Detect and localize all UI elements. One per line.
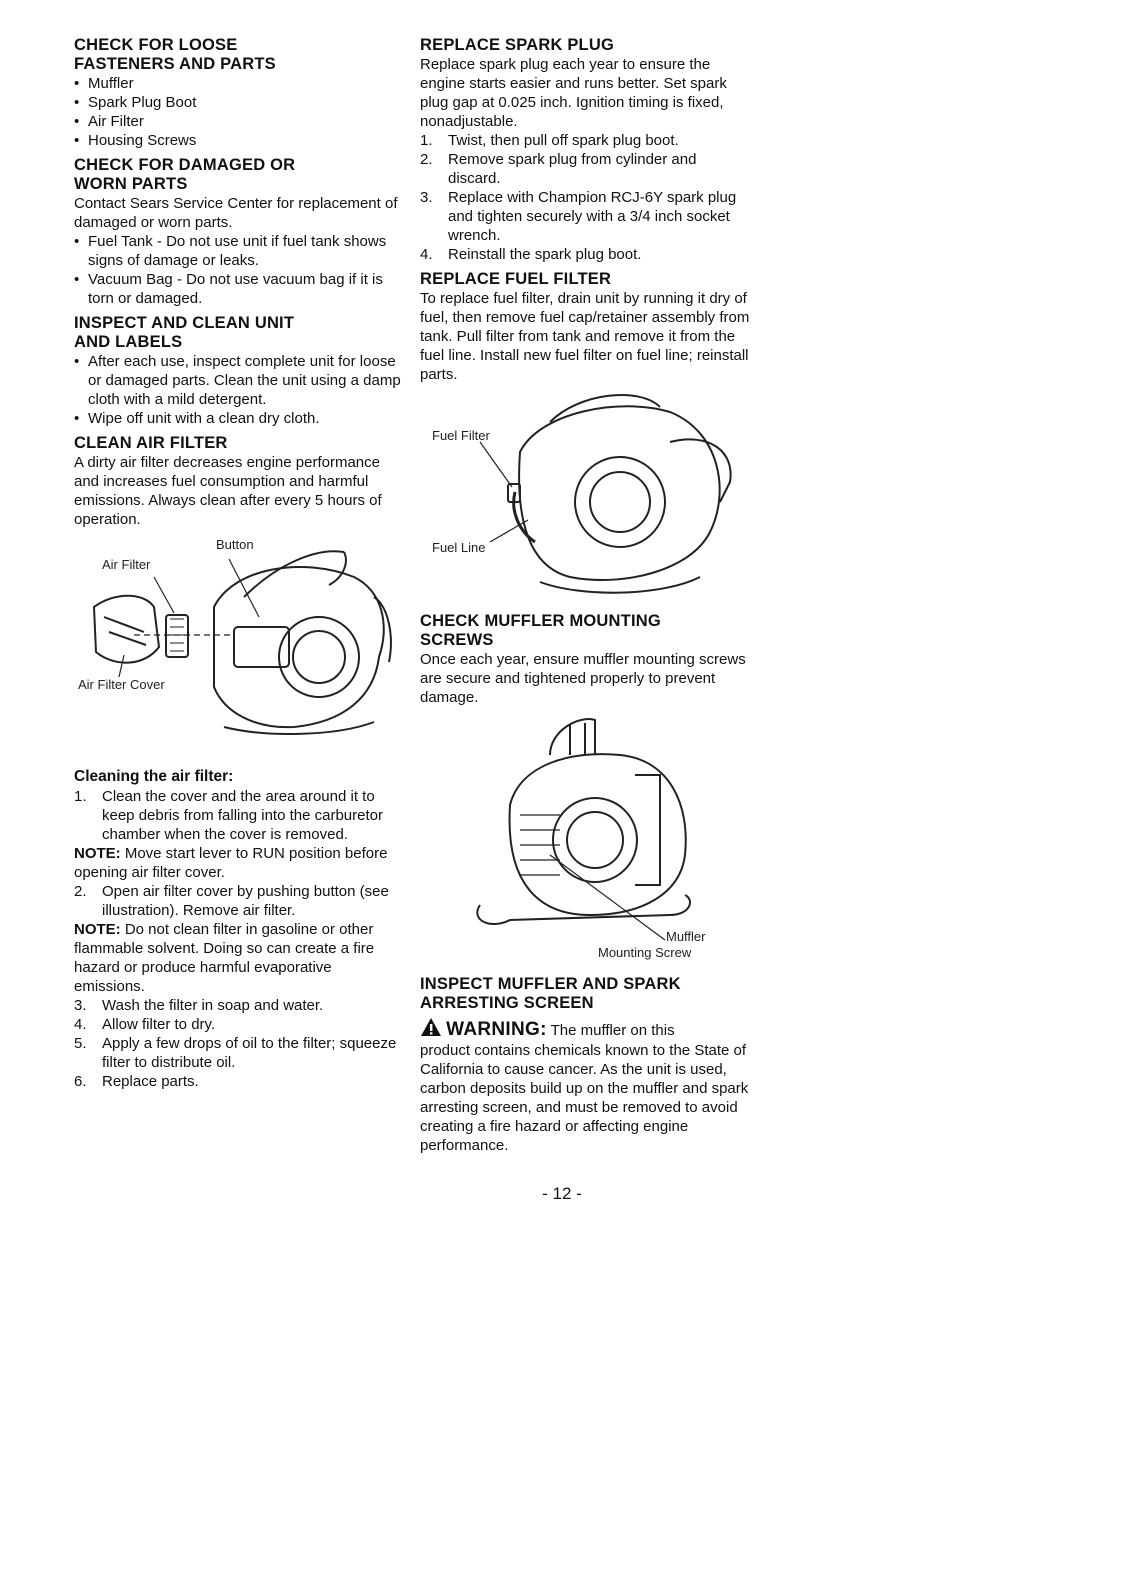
step-text: Remove spark plug from cylinder and discard.	[448, 151, 697, 187]
inspect-list	[74, 352, 404, 428]
heading-check-loose-2: FASTENERS AND PARTS	[74, 55, 276, 73]
note-text: Do not clean filter in gasoline or other flammable solvent. Doing so can create a fire hazard or produce harmful evaporative emissions.	[74, 921, 375, 995]
list-item	[74, 787, 404, 844]
loose-parts-list	[74, 74, 404, 150]
step-text: Clean the cover and the area around it to keep debris from falling into the carburetor chamber when the cover is removed.	[102, 788, 383, 843]
step-number: 5.	[74, 1035, 87, 1052]
list-item	[74, 1034, 404, 1072]
step-number: 1.	[74, 788, 87, 805]
fuel-filter-illustration	[420, 392, 750, 602]
step-number: 1.	[420, 132, 433, 149]
note-label: NOTE:	[74, 845, 121, 862]
page-number: - 12 -	[542, 1184, 582, 1203]
note-run-position	[74, 844, 404, 882]
warning-body: product contains chemicals known to the State of California to cause cancer. As the unit is used, carbon deposits build up on the muffler and spark arresting screen, and must be removed to avoid creating a fire hazard or affecting engine performance.	[420, 1042, 749, 1154]
list-item	[420, 188, 750, 245]
step-number: 4.	[420, 246, 433, 263]
label-muffler: Muffler	[666, 929, 706, 944]
warning-lead-text: The muffler on this	[546, 1022, 675, 1039]
cleaning-subheading: Cleaning the air filter:	[74, 768, 234, 785]
step-text: Twist, then pull off spark plug boot.	[448, 132, 679, 149]
heading-replace-spark-plug: REPLACE SPARK PLUG	[420, 36, 614, 54]
note-text: Move start lever to RUN position before opening air filter cover.	[74, 845, 388, 881]
heading-damaged-2: WORN PARTS	[74, 175, 188, 193]
label-fuel-line: Fuel Line	[432, 540, 486, 555]
list-item: • Wipe off unit with a clean dry cloth.	[74, 409, 404, 428]
left-column	[74, 36, 404, 1097]
section-replace-fuel-filter	[420, 270, 750, 384]
label-button: Button	[216, 537, 254, 552]
cleaning-steps-2	[74, 882, 404, 920]
damaged-parts-list	[74, 232, 404, 308]
step-text: Replace parts.	[102, 1073, 199, 1090]
list-item	[74, 882, 404, 920]
list-item	[420, 245, 750, 264]
list-item: • Muffler	[74, 74, 404, 93]
step-number: 2.	[420, 151, 433, 168]
heading-arresting-1: INSPECT MUFFLER AND SPARK	[420, 975, 681, 993]
section-clean-air-filter	[74, 434, 404, 529]
step-number: 4.	[74, 1016, 87, 1033]
list-item	[74, 1072, 404, 1091]
heading-muffler-1: CHECK MUFFLER MOUNTING	[420, 612, 661, 630]
list-item	[74, 996, 404, 1015]
step-number: 3.	[420, 189, 433, 206]
label-air-filter: Air Filter	[102, 557, 151, 572]
spark-plug-body: Replace spark plug each year to ensure the engine starts easier and runs better. Set spark plug gap at 0.025 inch. Ignition timing is fixed, nonadjustable.	[420, 56, 727, 130]
damaged-parts-body: Contact Sears Service Center for replacement of damaged or worn parts.	[74, 195, 398, 231]
heading-replace-fuel-filter: REPLACE FUEL FILTER	[420, 270, 612, 288]
clean-air-filter-body: A dirty air filter decreases engine performance and increases fuel consumption and harmful emissions. Always clean after every 5 hours of operation.	[74, 454, 382, 528]
note-label: NOTE:	[74, 921, 121, 938]
spark-plug-steps	[420, 131, 750, 264]
step-text: Replace with Champion RCJ-6Y spark plug and tighten securely with a 3/4 inch socket wrench.	[448, 189, 737, 244]
list-item	[420, 131, 750, 150]
heading-inspect-2: AND LABELS	[74, 333, 183, 351]
cleaning-steps-3	[74, 996, 404, 1091]
section-damaged-parts	[74, 156, 404, 308]
blower-fuel-filter-drawing	[420, 392, 750, 602]
fuel-filter-body: To replace fuel filter, drain unit by running it dry of fuel, then remove fuel cap/retainer assembly from tank. Pull filter from tank and remove it from the fuel line. Install new fuel filter on fuel line; reinstall parts.	[420, 290, 750, 383]
step-text: Apply a few drops of oil to the filter; squeeze filter to distribute oil.	[102, 1035, 397, 1071]
label-air-filter-cover: Air Filter Cover	[78, 677, 165, 692]
cleaning-steps-1	[74, 787, 404, 844]
label-fuel-filter: Fuel Filter	[432, 428, 490, 443]
step-number: 6.	[74, 1073, 87, 1090]
heading-arresting-2: ARRESTING SCREEN	[420, 994, 594, 1012]
step-text: Reinstall the spark plug boot.	[448, 246, 642, 263]
list-item: • Vacuum Bag - Do not use vacuum bag if it is torn or damaged.	[74, 270, 404, 308]
step-number: 2.	[74, 883, 87, 900]
section-replace-spark-plug	[420, 36, 750, 264]
warning-line	[420, 1017, 750, 1041]
blower-muffler-drawing	[420, 715, 750, 965]
list-item: • Spark Plug Boot	[74, 93, 404, 112]
step-number: 3.	[74, 997, 87, 1014]
heading-inspect-1: INSPECT AND CLEAN UNIT	[74, 314, 295, 332]
right-column	[420, 36, 750, 1161]
section-check-loose-fasteners	[74, 36, 404, 150]
muffler-illustration	[420, 715, 750, 965]
list-item: • Air Filter	[74, 112, 404, 131]
section-cleaning-steps	[74, 767, 404, 1091]
list-item	[420, 150, 750, 188]
heading-clean-air-filter: CLEAN AIR FILTER	[74, 434, 228, 452]
section-check-muffler-screws	[420, 612, 750, 707]
muffler-body: Once each year, ensure muffler mounting screws are secure and tightened properly to prevent damage.	[420, 651, 746, 706]
step-text: Allow filter to dry.	[102, 1016, 216, 1033]
note-solvent	[74, 920, 404, 996]
heading-muffler-2: SCREWS	[420, 631, 494, 649]
step-text: Wash the filter in soap and water.	[102, 997, 324, 1014]
section-arresting-screen	[420, 975, 750, 1155]
label-mounting-screw: Mounting Screw	[598, 945, 692, 960]
step-text: Open air filter cover by pushing button (see illustration). Remove air filter.	[102, 883, 389, 919]
list-item: • After each use, inspect complete unit for loose or damaged parts. Clean the unit using a damp cloth with a mild detergent.	[74, 352, 404, 409]
section-inspect-clean	[74, 314, 404, 428]
air-filter-illustration	[74, 537, 404, 757]
list-item: • Fuel Tank - Do not use unit if fuel tank shows signs of damage or leaks.	[74, 232, 404, 270]
list-item: • Housing Screws	[74, 131, 404, 150]
warning-label: WARNING:	[446, 1019, 547, 1040]
warning-triangle-icon	[420, 1017, 442, 1037]
heading-check-loose-1: CHECK FOR LOOSE	[74, 36, 238, 54]
heading-damaged-1: CHECK FOR DAMAGED OR	[74, 156, 296, 174]
list-item	[74, 1015, 404, 1034]
